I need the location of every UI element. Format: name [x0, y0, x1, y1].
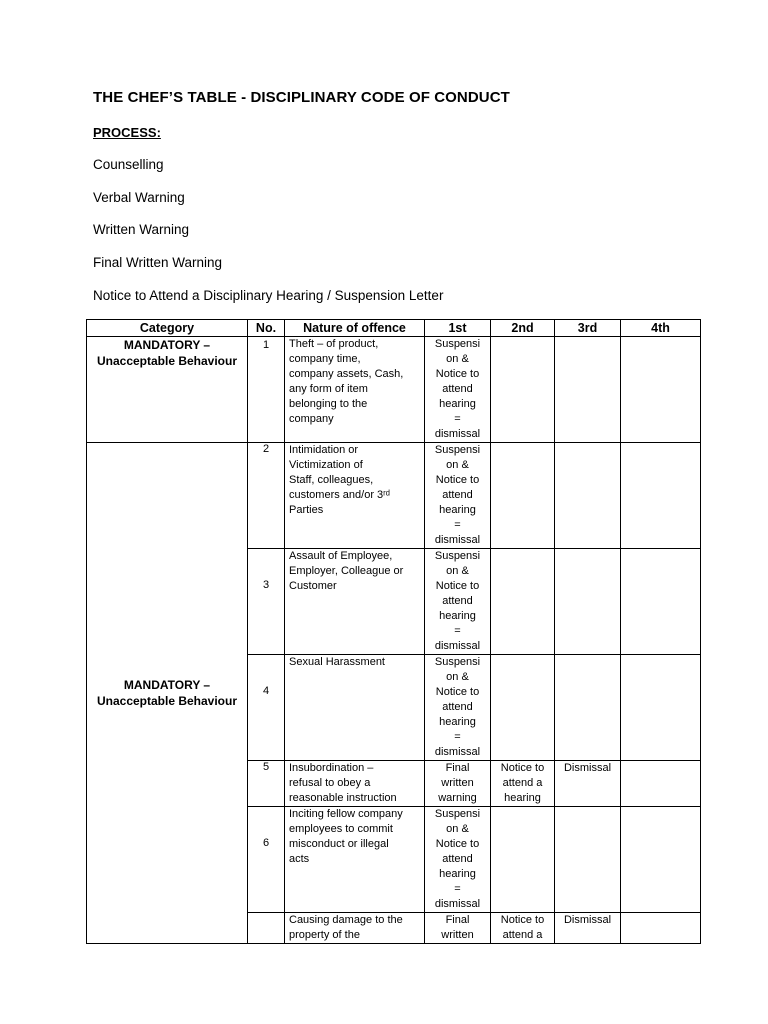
document-title: THE CHEF’S TABLE - DISCIPLINARY CODE OF CONDUCT [93, 89, 510, 106]
third-offence-action [555, 443, 621, 549]
second-offence-action [491, 807, 555, 913]
process-step-notice-to-attend: Notice to Attend a Disciplinary Hearing / Suspension Letter [93, 288, 444, 303]
header-first: 1st [425, 320, 491, 337]
fourth-offence-action [621, 549, 701, 655]
second-offence-action [491, 655, 555, 761]
first-offence-action: Suspensi on & Notice to attend hearing = dismissal [425, 337, 491, 443]
third-offence-action: Dismissal [555, 761, 621, 807]
offence-description: Theft – of product, company time, company assets, Cash, any form of item belonging to the company [285, 337, 425, 443]
second-offence-action [491, 337, 555, 443]
fourth-offence-action [621, 655, 701, 761]
first-offence-action: Suspensi on & Notice to attend hearing = dismissal [425, 655, 491, 761]
offence-description: Sexual Harassment [285, 655, 425, 761]
first-offence-action: Suspensi on & Notice to attend hearing = dismissal [425, 443, 491, 549]
offence-description: Insubordination – refusal to obey a reasonable instruction [285, 761, 425, 807]
offence-description: Inciting fellow company employees to commit misconduct or illegal acts [285, 807, 425, 913]
offence-description: Assault of Employee, Employer, Colleague or Customer [285, 549, 425, 655]
offence-number: 4 [248, 655, 285, 761]
fourth-offence-action [621, 913, 701, 944]
second-offence-action: Notice to attend a [491, 913, 555, 944]
third-offence-action [555, 549, 621, 655]
header-fourth: 4th [621, 320, 701, 337]
offence-number: 2 [248, 443, 285, 549]
header-category: Category [87, 320, 248, 337]
second-offence-action: Notice to attend a hearing [491, 761, 555, 807]
first-offence-action: Suspensi on & Notice to attend hearing = dismissal [425, 807, 491, 913]
category-cell: MANDATORY – Unacceptable Behaviour [87, 443, 248, 944]
process-step-final-written-warning: Final Written Warning [93, 255, 223, 270]
process-step-written-warning: Written Warning [93, 222, 190, 237]
process-heading: PROCESS: [93, 125, 161, 140]
offence-number [248, 913, 285, 944]
category-cell: MANDATORY – Unacceptable Behaviour [87, 337, 248, 443]
offence-description: Causing damage to the property of the [285, 913, 425, 944]
fourth-offence-action [621, 761, 701, 807]
conduct-table [86, 319, 701, 944]
offence-number: 5 [248, 761, 285, 807]
third-offence-action [555, 807, 621, 913]
third-offence-action: Dismissal [555, 913, 621, 944]
process-step-counselling: Counselling [93, 157, 164, 172]
offence-number: 1 [248, 337, 285, 443]
header-third: 3rd [555, 320, 621, 337]
table-row [87, 337, 701, 443]
first-offence-action: Suspensi on & Notice to attend hearing = dismissal [425, 549, 491, 655]
second-offence-action [491, 549, 555, 655]
fourth-offence-action [621, 807, 701, 913]
table-row [87, 443, 701, 549]
third-offence-action [555, 337, 621, 443]
offence-number: 3 [248, 549, 285, 655]
first-offence-action: Final written [425, 913, 491, 944]
offence-number: 6 [248, 807, 285, 913]
header-number: No. [248, 320, 285, 337]
third-offence-action [555, 655, 621, 761]
header-second: 2nd [491, 320, 555, 337]
fourth-offence-action [621, 337, 701, 443]
header-nature-of-offence: Nature of offence [285, 320, 425, 337]
fourth-offence-action [621, 443, 701, 549]
table-header-row [87, 320, 701, 337]
offence-description: Intimidation or Victimization of Staff, colleagues, customers and/or 3ʳᵈ Parties [285, 443, 425, 549]
process-step-verbal-warning: Verbal Warning [93, 190, 185, 205]
second-offence-action [491, 443, 555, 549]
first-offence-action: Final written warning [425, 761, 491, 807]
